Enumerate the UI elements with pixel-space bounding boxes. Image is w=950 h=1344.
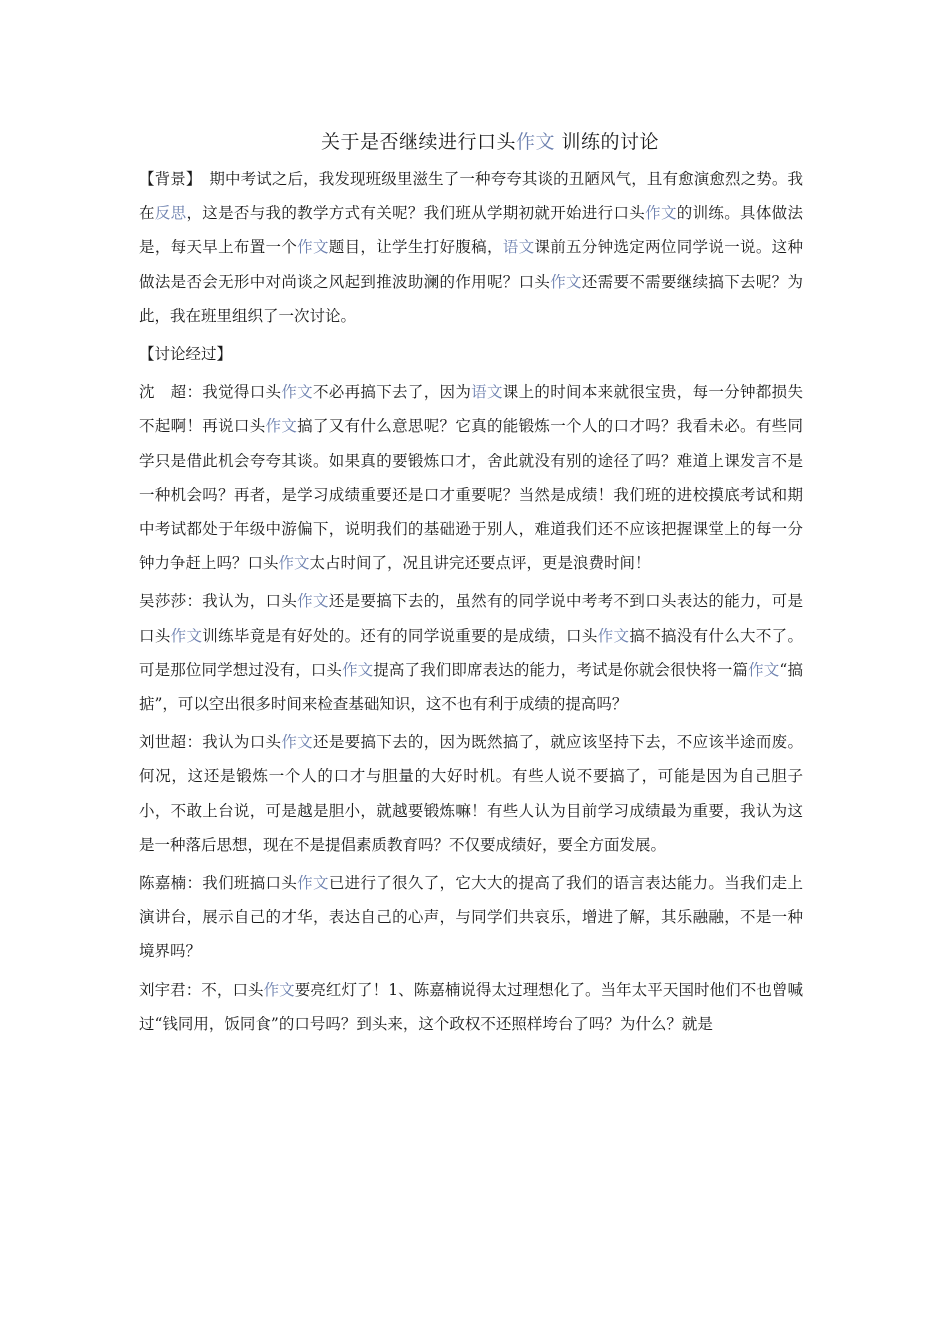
paragraph-text: 提高了我们即席表达的能力，考试是你就会很快将一篇	[373, 660, 749, 679]
keyword-link[interactable]: 作文	[550, 272, 582, 291]
paragraph-text: 训练毕竟是有好处的。还有的同学说重要的是成绩，口头	[202, 626, 598, 645]
paragraph-text: 课前五分钟选定两位同学说一说。这种做法是否会无形中对尚谈之风起到推波助澜的作用呢？口头	[139, 238, 803, 291]
paragraph-text: 刘宇君：不，口头	[139, 980, 264, 999]
keyword-link[interactable]: 作文	[748, 660, 780, 679]
keyword-link[interactable]: 作文	[170, 626, 203, 645]
paragraph-text: 搞不搞没有什么大不了。可是那位同学想过没有，口头	[139, 626, 803, 679]
paragraph-text: 还是要搞下去的，因为既然搞了，就应该坚持下去，不应该半途而废。何况，这还是锻炼一个人的口才与胆量的大好时机。有些人说不要搞了，可能是因为自己胆子小，不敢上台说，可是越是胆小，就越要锻炼嘛！有些人认为目前学习成绩最为重要，我认为这是一种落后思想，现在不是提倡素质教育吗？不仅要成绩好，要全方面发展。	[139, 733, 803, 854]
keyword-link[interactable]: 语文	[471, 383, 503, 402]
paragraph-text: 搞了又有什么意思呢？它真的能锻炼一个人的口才吗？我看未必。有些同学只是借此机会夸夸其谈。如果真的要锻炼口才，舍此就没有别的途径了吗？难道上课发言不是一种机会吗？再者，是学习成绩重要还是口才重要呢？当然是成绩！我们班的进校摸底考试和期中考试都处于年级中游偏下，说明我们的基础逊于别人，难道我们还不应该把握课堂上的每一分钟力争赶上吗？口头	[139, 417, 803, 573]
document-body	[139, 162, 803, 1041]
paragraph-text: ，这是否与我的教学方式有关呢？我们班从学期初就开始进行口头	[186, 204, 646, 223]
paragraph-text: 刘世超：我认为口头	[139, 733, 282, 752]
paragraph-text: 【背景】 期中考试之后，我发现班级里滋生了一种夸夸其谈的丑陋风气，且有愈演愈烈之势。我在	[139, 170, 803, 223]
keyword-link[interactable]: 反思	[154, 204, 187, 223]
paragraph-text: 不必再搞下去了，因为	[312, 383, 472, 402]
paragraph-text: 课上的时间本来就很宝贵，每一分钟都损失不起啊！再说口头	[139, 383, 803, 436]
paragraph-text: 的训练。具体做法是，每天早上布置一个	[139, 204, 803, 257]
keyword-link[interactable]: 作文	[281, 733, 313, 752]
keyword-link[interactable]: 作文	[297, 874, 329, 893]
paragraph-chen-jianan	[139, 866, 803, 969]
keyword-link[interactable]: 语文	[502, 238, 535, 257]
paragraph-text: 已进行了很久了，它大大的提高了我们的语言表达能力。当我们走上演讲台，展示自己的才华，表达自己的心声，与同学们共哀乐，增进了解，其乐融融，不是一种境界吗？	[139, 874, 803, 961]
title-part-1: 关于是否继续进行口头	[320, 131, 516, 153]
keyword-link[interactable]: 作文	[281, 383, 313, 402]
keyword-link[interactable]: 作文	[265, 417, 298, 436]
keyword-link[interactable]: 作文	[278, 554, 310, 573]
paragraph-text: 题目，让学生打好腹稿，	[328, 238, 503, 257]
title-part-2-link[interactable]: 作文	[515, 131, 555, 153]
paragraph-liu-shichao	[139, 725, 803, 862]
paragraph-text: 【讨论经过】	[139, 345, 233, 364]
keyword-link[interactable]: 作文	[342, 660, 374, 679]
paragraph-shen-chao	[139, 375, 803, 580]
document-title	[0, 127, 950, 154]
keyword-link[interactable]: 作文	[263, 980, 295, 999]
paragraph-text: 太占时间了，况且讲完还要点评，更是浪费时间！	[309, 554, 651, 573]
keyword-link[interactable]: 作文	[597, 626, 630, 645]
paragraph-text: 还是要搞下去的，虽然有的同学说中考考不到口头表达的能力，可是口头	[139, 592, 803, 645]
paragraph-text: 沈 超：我觉得口头	[139, 383, 282, 402]
keyword-link[interactable]: 作文	[645, 204, 677, 223]
paragraph-text: 吴莎莎：我认为，口头	[139, 592, 298, 611]
paragraph-text: 陈嘉楠：我们班搞口头	[139, 874, 298, 893]
keyword-link[interactable]: 作文	[297, 238, 329, 257]
keyword-link[interactable]: 作文	[297, 592, 329, 611]
paragraph-wu-shasha	[139, 584, 803, 721]
paragraph-discussion-heading	[139, 337, 803, 371]
paragraph-text: “搞掂”，可以空出很多时间来检查基础知识，这不也有利于成绩的提高吗？	[139, 660, 803, 714]
paragraph-liu-yujun	[139, 973, 803, 1041]
title-part-3: 训练的讨论	[554, 131, 660, 153]
paragraph-text: 还需要不需要继续搞下去呢？为此，我在班里组织了一次讨论。	[139, 272, 803, 325]
paragraph-text: 要亮红灯了！1、陈嘉楠说得太过理想化了。当年太平天国时他们不也曾喊过“钱同用，饭同食”的口号吗？到头来，这个政权不还照样垮台了吗？为什么？就是	[139, 980, 803, 1033]
paragraph-background	[139, 162, 803, 333]
